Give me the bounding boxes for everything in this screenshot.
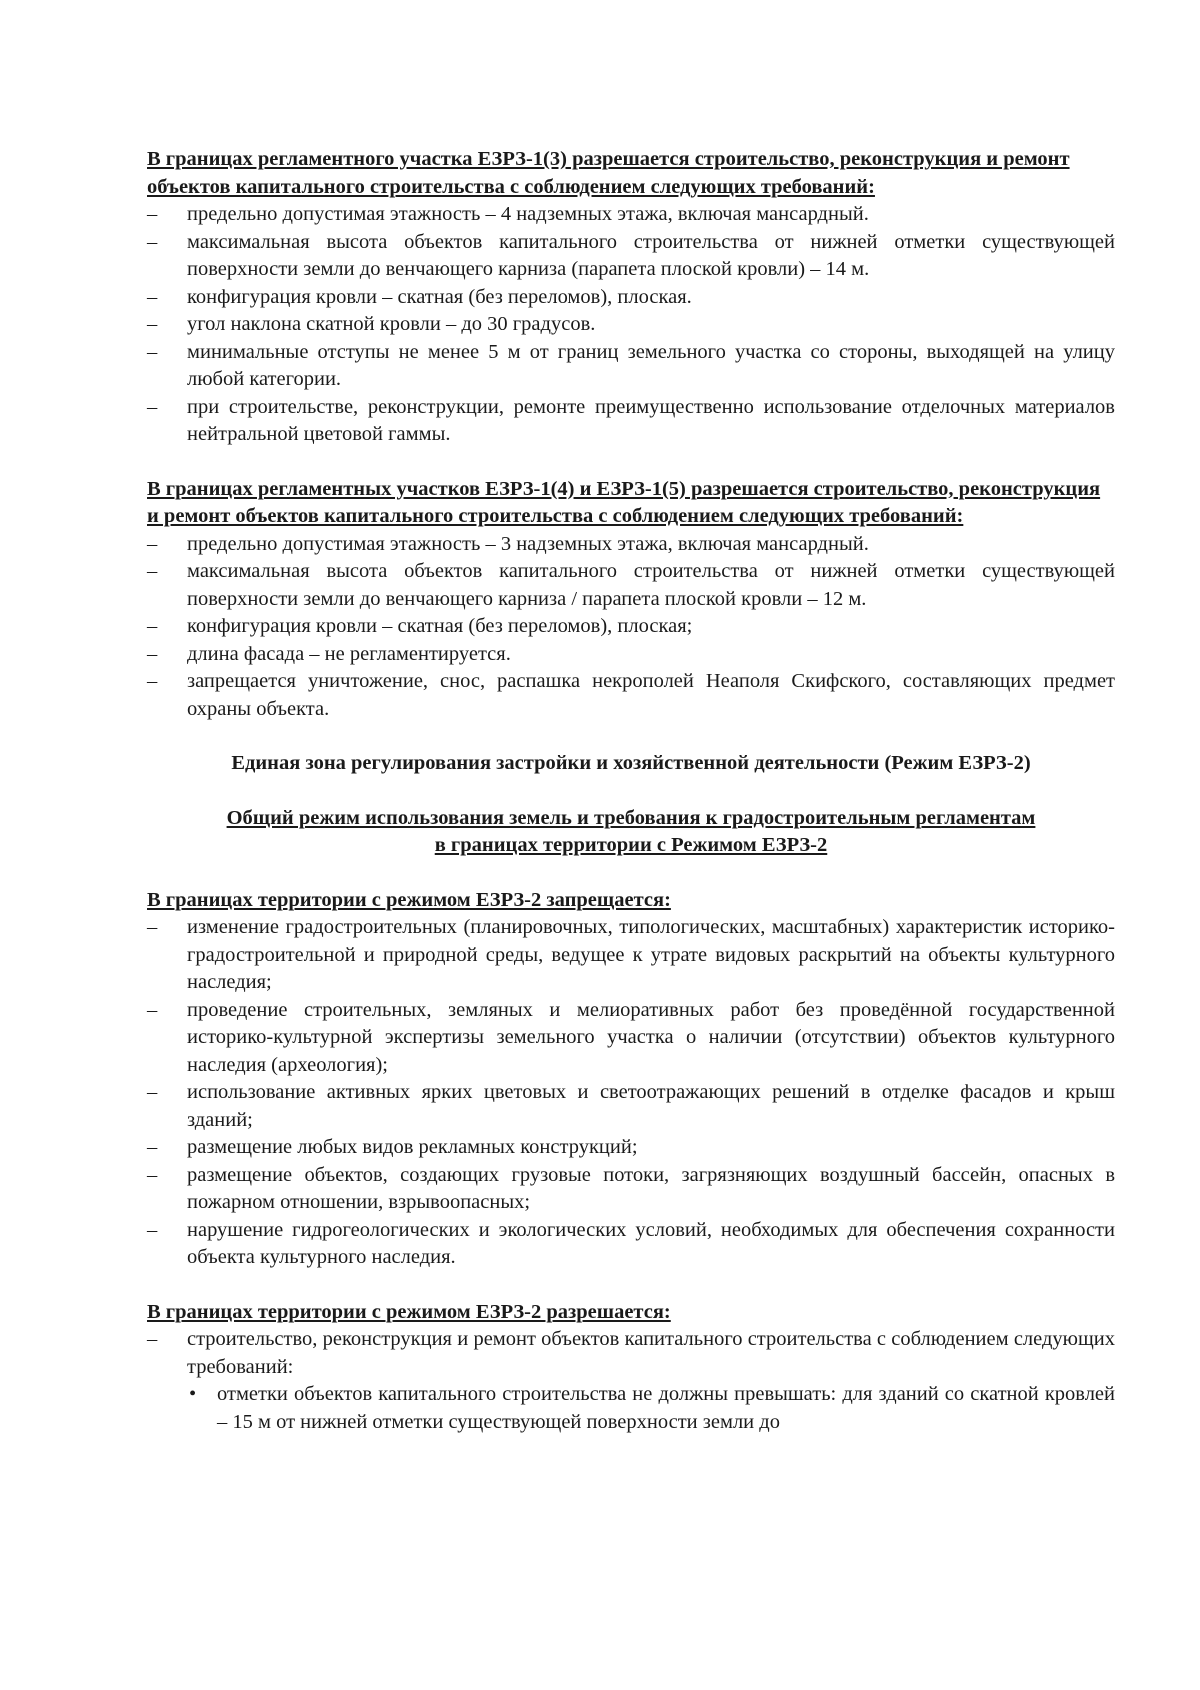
list-item: – изменение градостроительных (планировочных, типологических, масштабных) характеристик историко-градостроительной и природной среды, ведущее к утрате видовых раскрытий на объекты культурного наследия; [147, 914, 1115, 997]
requirements-list-ezrz-1-4-5 [147, 531, 1115, 724]
spacer [147, 1272, 1115, 1299]
requirements-list-ezrz-1-3 [147, 201, 1115, 449]
list-item: – предельно допустимая этажность – 3 надземных этажа, включая мансардный. [147, 531, 1115, 559]
list-item: – нарушение гидрогеологических и экологических условий, необходимых для обеспечения сохранности объекта культурного наследия. [147, 1217, 1115, 1272]
list-item: – максимальная высота объектов капитального строительства от нижней отметки существующей поверхности земли до венчающего карниза (парапета плоской кровли) – 14 м. [147, 229, 1115, 284]
list-item: • отметки объектов капитального строительства не должны превышать: для зданий со скатной кровлей – 15 м от нижней отметки существующей поверхности земли до [187, 1381, 1115, 1436]
spacer [147, 860, 1115, 887]
list-item: – конфигурация кровли – скатная (без переломов), плоская; [147, 613, 1115, 641]
list-item: – угол наклона скатной кровли – до 30 градусов. [147, 311, 1115, 339]
permitted-list [147, 1326, 1115, 1381]
list-item: – при строительстве, реконструкции, ремонте преимущественно использование отделочных материалов нейтральной цветовой гаммы. [147, 394, 1115, 449]
list-item: – максимальная высота объектов капитального строительства от нижней отметки существующей поверхности земли до венчающего карниза / парапета плоской кровли – 12 м. [147, 558, 1115, 613]
list-item: – минимальные отступы не менее 5 м от границ земельного участка со стороны, выходящей на улицу любой категории. [147, 339, 1115, 394]
section-heading-ezrz-1-4-5: В границах регламентных участков ЕЗРЗ-1(4) и ЕЗРЗ-1(5) разрешается строительство, реконструкция и ремонт объектов капитального строительства с соблюдением следующих требований: [147, 477, 1101, 527]
section-heading-prohibited: В границах территории с режимом ЕЗРЗ-2 запрещается: [147, 888, 671, 911]
list-item: – строительство, реконструкция и ремонт объектов капитального строительства с соблюдением следующих требований: [147, 1326, 1115, 1381]
list-item: – запрещается уничтожение, снос, распашка некрополей Неаполя Скифского, составляющих предмет охраны объекта. [147, 668, 1115, 723]
section-heading-ezrz-1-3: В границах регламентного участка ЕЗРЗ-1(3) разрешается строительство, реконструкция и ремонт объектов капитального строительства с соблюдением следующих требований: [147, 148, 1070, 198]
general-regime-title-line1: Общий режим использования земель и требования к градостроительным регламентам [226, 806, 1036, 829]
spacer [147, 778, 1115, 805]
zone-title: Единая зона регулирования застройки и хозяйственной деятельности (Режим ЕЗРЗ-2) [231, 752, 1031, 774]
spacer [147, 449, 1115, 476]
general-regime-title-line2: в границах территории с Режимом ЕЗРЗ-2 [434, 834, 828, 856]
prohibited-list [147, 914, 1115, 1272]
list-item: – размещение любых видов рекламных конструкций; [147, 1134, 1115, 1162]
list-item: – размещение объектов, создающих грузовые потоки, загрязняющих воздушный бассейн, опасных в пожарном отношении, взрывоопасных; [147, 1162, 1115, 1217]
section-heading-permitted: В границах территории с режимом ЕЗРЗ-2 разрешается: [147, 1300, 671, 1323]
list-item: – использование активных ярких цветовых и светоотражающих решений в отделке фасадов и крыш зданий; [147, 1079, 1115, 1134]
spacer [147, 723, 1115, 750]
list-item: – предельно допустимая этажность – 4 надземных этажа, включая мансардный. [147, 201, 1115, 229]
list-item: – конфигурация кровли – скатная (без переломов), плоская. [147, 284, 1115, 312]
list-item: – длина фасада – не регламентируется. [147, 641, 1115, 669]
list-item: – проведение строительных, земляных и мелиоративных работ без проведённой государственной историко-культурной экспертизы земельного участка о наличии (отсутствии) объектов культурного наследия (археология); [147, 997, 1115, 1080]
permitted-sublist [147, 1381, 1115, 1436]
document-page [147, 146, 1115, 1436]
